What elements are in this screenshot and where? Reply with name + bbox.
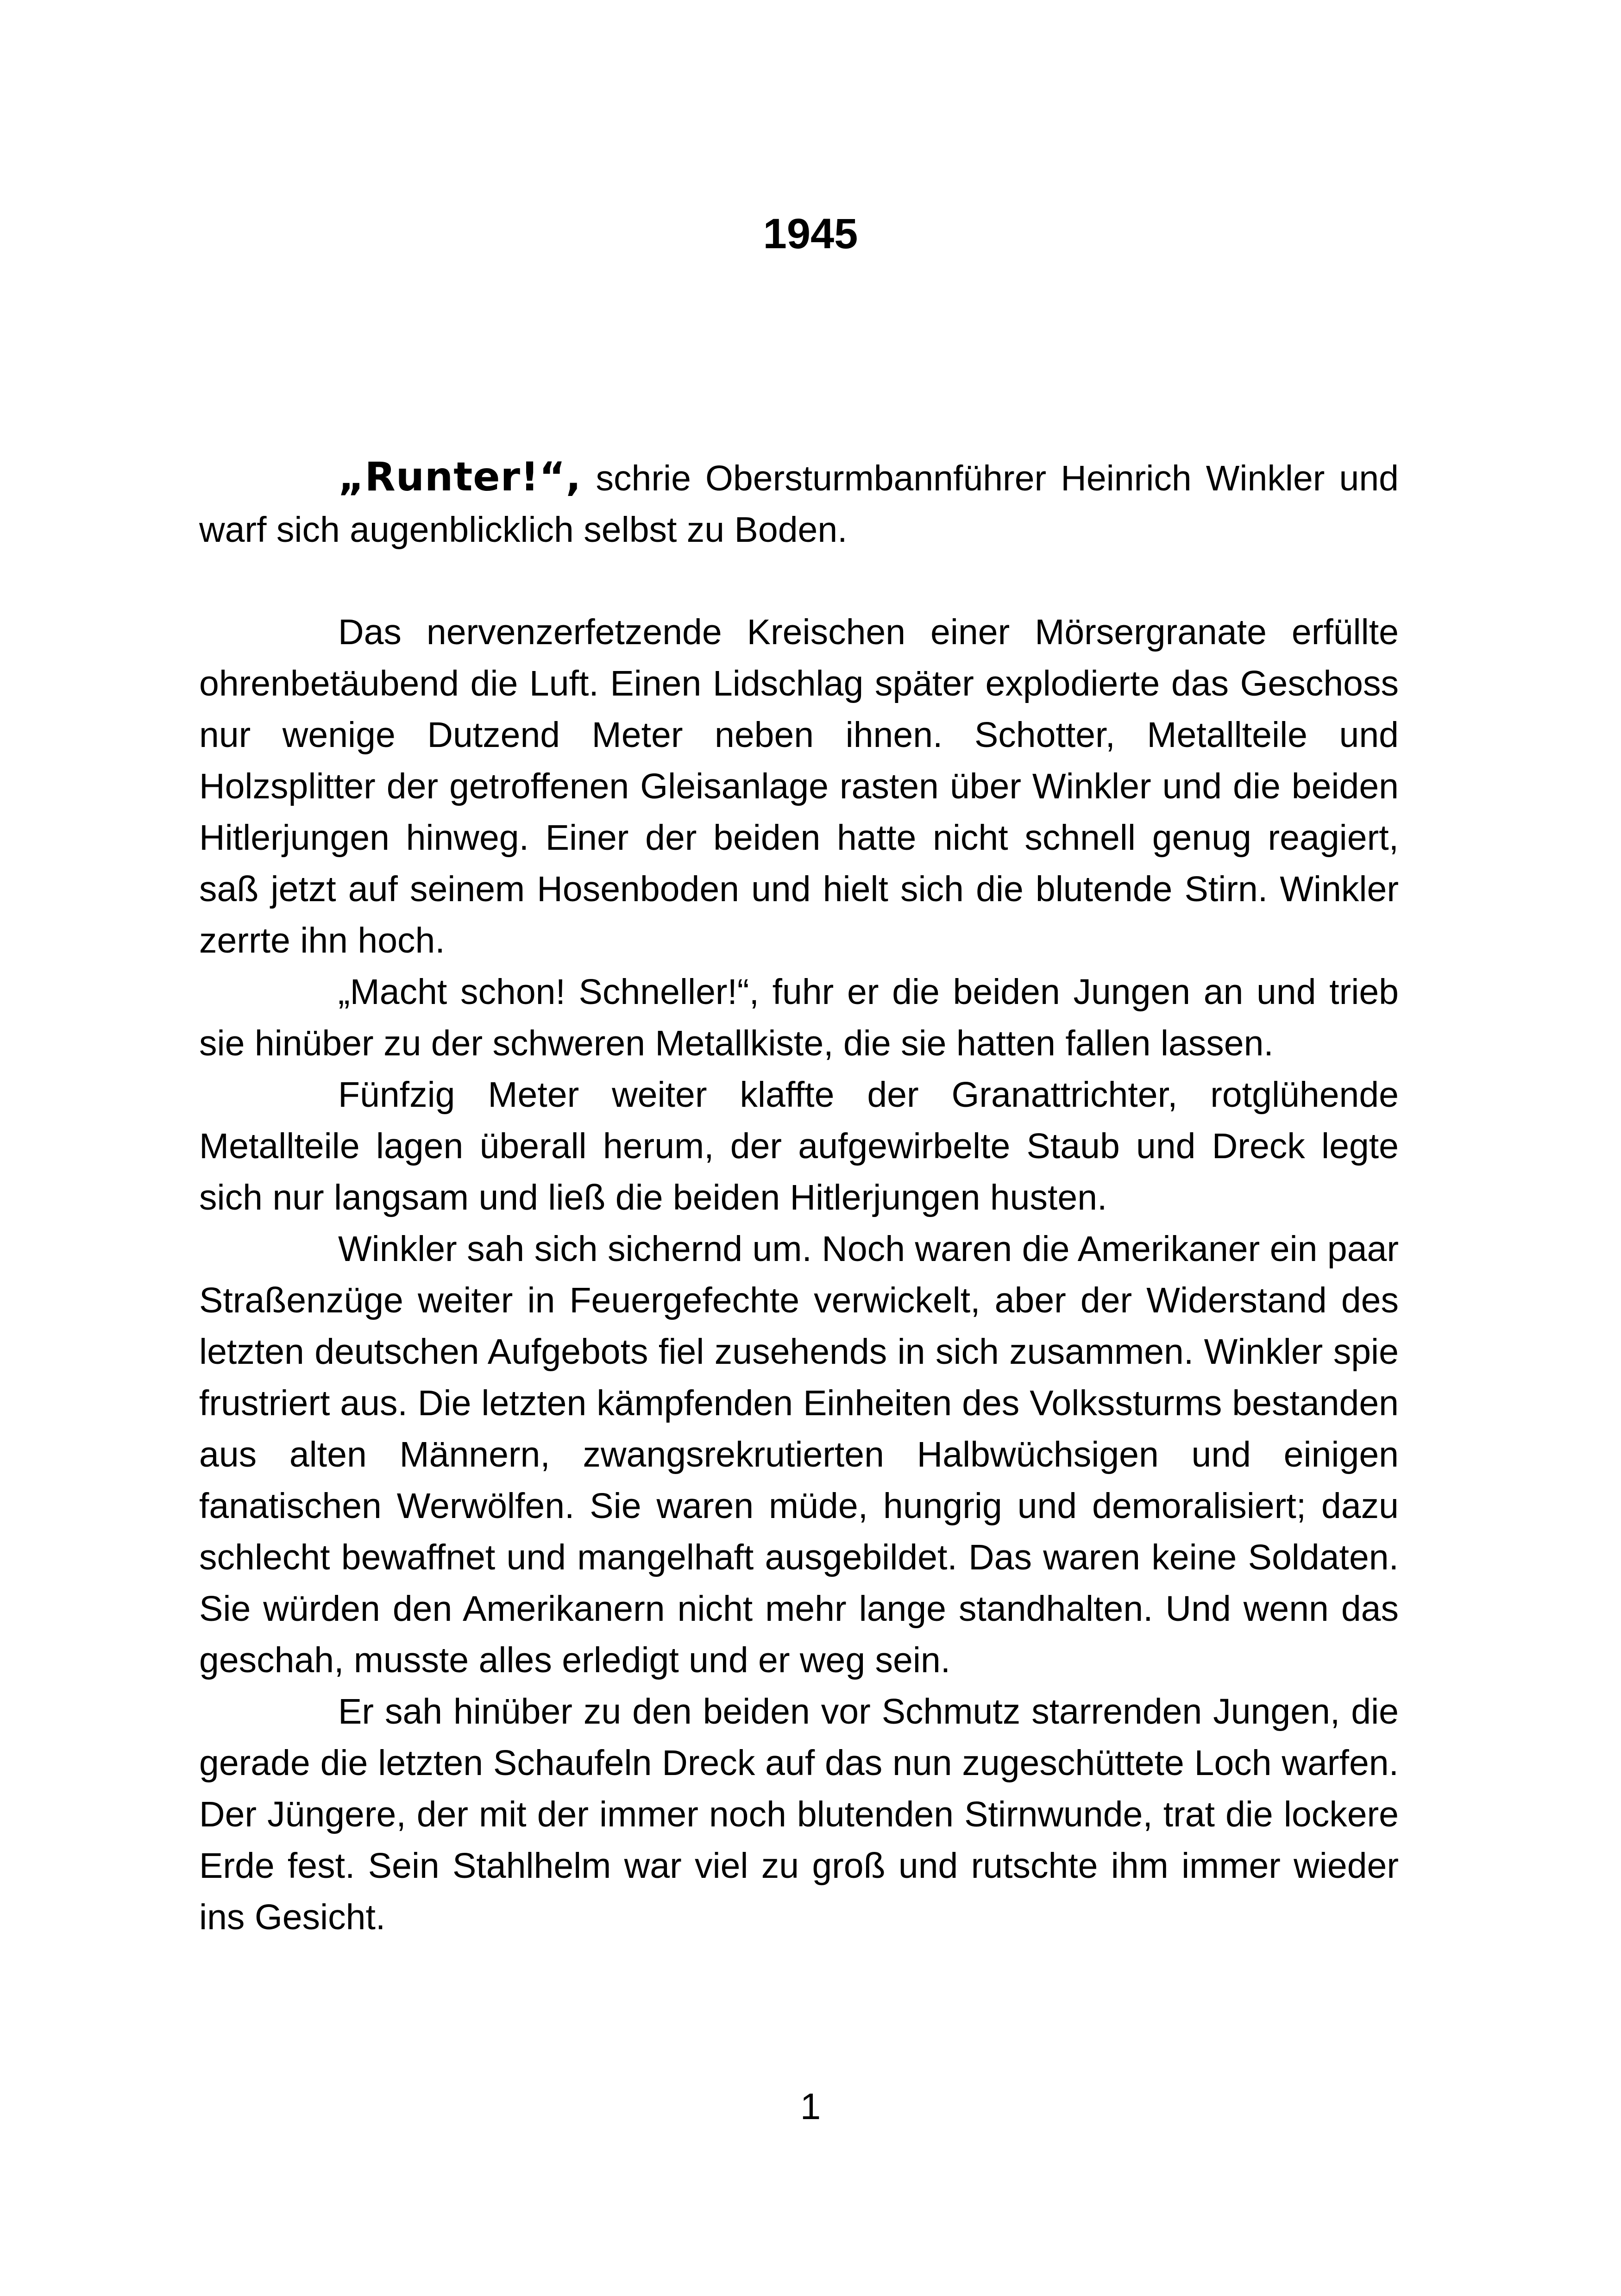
paragraph: Das nervenzerfetzende Kreischen einer Mörsergranate erfüllte ohrenbetäubend die Luft. Einen Lidschlag später explodierte das Geschoss nur wenige Dutzend Meter neben ihnen. Schotter, Metallteile und Holzsplitter der getroffenen Gleisanlage rasten über Winkler und die beiden Hitlerjungen hinweg. Einer der beiden hatte nicht schnell genug reagiert, saß jetzt auf seinem Hosenboden und hielt sich die blutende Stirn. Winkler zerrte ihn hoch. [199, 612, 1399, 960]
opening-paragraph [199, 452, 1399, 556]
paragraph: Winkler sah sich sichernd um. Noch waren die Amerikaner ein paar Straßenzüge weiter in Feuergefechte verwickelt, aber der Widerstand des letzten deutschen Aufgebots fiel zusehends in sich zusammen. Winkler spie frustriert aus. Die letzten kämpfenden Einheiten des Volkssturms bestanden aus alten Männern, zwangsrekrutierten Halbwüchsigen und einigen fanatischen Werwölfen. Sie waren müde, hungrig und demoralisiert; dazu schlecht bewaffnet und mangelhaft ausgebildet. Das waren keine Soldaten. Sie würden den Amerikanern nicht mehr lange standhalten. Und wenn das geschah, musste alles erledigt und er weg sein. [199, 1229, 1399, 1680]
page-number: 1 [800, 2086, 821, 2127]
opening-rest: schrie Obersturmbannführer Heinrich Winkler und warf sich augenblicklich selbst zu Boden. [199, 458, 1399, 550]
paragraph: „Macht schon! Schneller!“, fuhr er die beiden Jungen an und trieb sie hinüber zu der schweren Metallkiste, die sie hatten fallen lassen. [199, 972, 1399, 1063]
paragraph: Fünfzig Meter weiter klaffte der Granattrichter, rotglühende Metallteile lagen überall herum, der aufgewirbelte Staub und Dreck legte sich nur langsam und ließ die beiden Hitlerjungen husten. [199, 1075, 1399, 1217]
body-text [199, 452, 1399, 1943]
opening-exclamation: „Runter!“, [338, 454, 582, 500]
paragraph: Er sah hinüber zu den beiden vor Schmutz starrenden Jungen, die gerade die letzten Schaufeln Dreck auf das nun zugeschüttete Loch warfen. Der Jüngere, der mit der immer noch blutenden Stirnwunde, trat die lockere Erde fest. Sein Stahlhelm war viel zu groß und rutschte ihm immer wieder ins Gesicht. [199, 1692, 1399, 1937]
chapter-title: 1945 [763, 210, 858, 257]
